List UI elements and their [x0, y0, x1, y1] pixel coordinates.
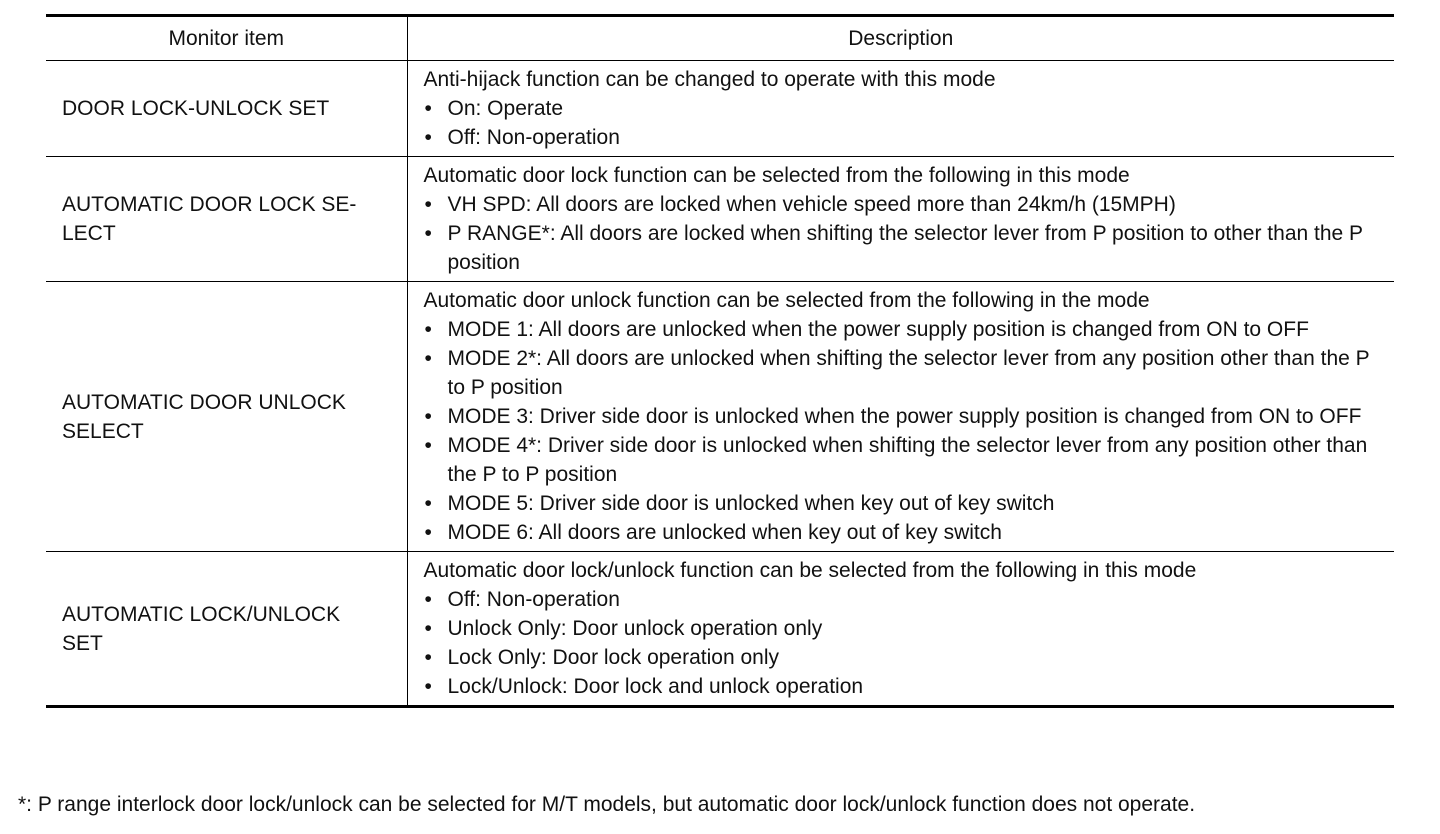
description-bullets	[424, 94, 1381, 152]
bullet-item: • Off: Non-operation	[424, 123, 1381, 152]
bullet-item: • Off: Non-operation	[424, 585, 1381, 614]
description-bullets	[424, 190, 1381, 277]
bullet-item: • MODE 2*: All doors are unlocked when shifting the selector lever from any position other than the P to P position	[424, 344, 1381, 402]
bullet-item: • MODE 3: Driver side door is unlocked when the power supply position is changed from ON to OFF	[424, 402, 1381, 431]
bullet-item: • MODE 6: All doors are unlocked when key out of key switch	[424, 518, 1381, 547]
column-header-description: Description	[407, 16, 1394, 61]
bullet-item: • VH SPD: All doors are locked when vehicle speed more than 24km/h (15MPH)	[424, 190, 1381, 219]
bullet-item: • Lock/Unlock: Door lock and unlock operation	[424, 672, 1381, 701]
bullet-item: • MODE 4*: Driver side door is unlocked when shifting the selector lever from any position other than the P to P position	[424, 431, 1381, 489]
bullet-item: • P RANGE*: All doors are locked when shifting the selector lever from P position to other than the P position	[424, 219, 1381, 277]
bullet-item: • Unlock Only: Door unlock operation only	[424, 614, 1381, 643]
description-bullets	[424, 585, 1381, 701]
description-cell	[407, 61, 1394, 157]
monitor-item-cell: AUTOMATIC DOOR UNLOCK SELECT	[46, 282, 407, 552]
monitor-item-table	[46, 14, 1394, 708]
description-intro: Automatic door lock/unlock function can be selected from the following in this mode	[423, 559, 1197, 582]
bullet-item: • On: Operate	[424, 94, 1381, 123]
monitor-item-cell: AUTOMATIC DOOR LOCK SE- LECT	[46, 157, 407, 282]
description-cell	[407, 157, 1394, 282]
table-row	[46, 552, 1394, 707]
description-cell	[407, 282, 1394, 552]
description-intro: Automatic door unlock function can be selected from the following in the mode	[423, 289, 1150, 312]
monitor-item-cell: AUTOMATIC LOCK/UNLOCK SET	[46, 552, 407, 707]
bullet-item: • MODE 1: All doors are unlocked when the power supply position is changed from ON to OFF	[424, 315, 1381, 344]
column-header-monitor-item: Monitor item	[46, 16, 407, 61]
table-row	[46, 157, 1394, 282]
table-row	[46, 61, 1394, 157]
description-intro: Automatic door lock function can be selected from the following in this mode	[423, 164, 1130, 187]
table-header-row	[46, 16, 1394, 61]
bullet-item: • Lock Only: Door lock operation only	[424, 643, 1381, 672]
footnote: *: P range interlock door lock/unlock can be selected for M/T models, but automatic door lock/unlock function does not operate.	[18, 793, 1196, 816]
table-row	[46, 282, 1394, 552]
description-cell	[407, 552, 1394, 707]
monitor-item-cell: DOOR LOCK-UNLOCK SET	[46, 61, 407, 157]
description-intro: Anti-hijack function can be changed to operate with this mode	[423, 68, 996, 91]
description-bullets	[424, 315, 1381, 547]
bullet-item: • MODE 5: Driver side door is unlocked when key out of key switch	[424, 489, 1381, 518]
